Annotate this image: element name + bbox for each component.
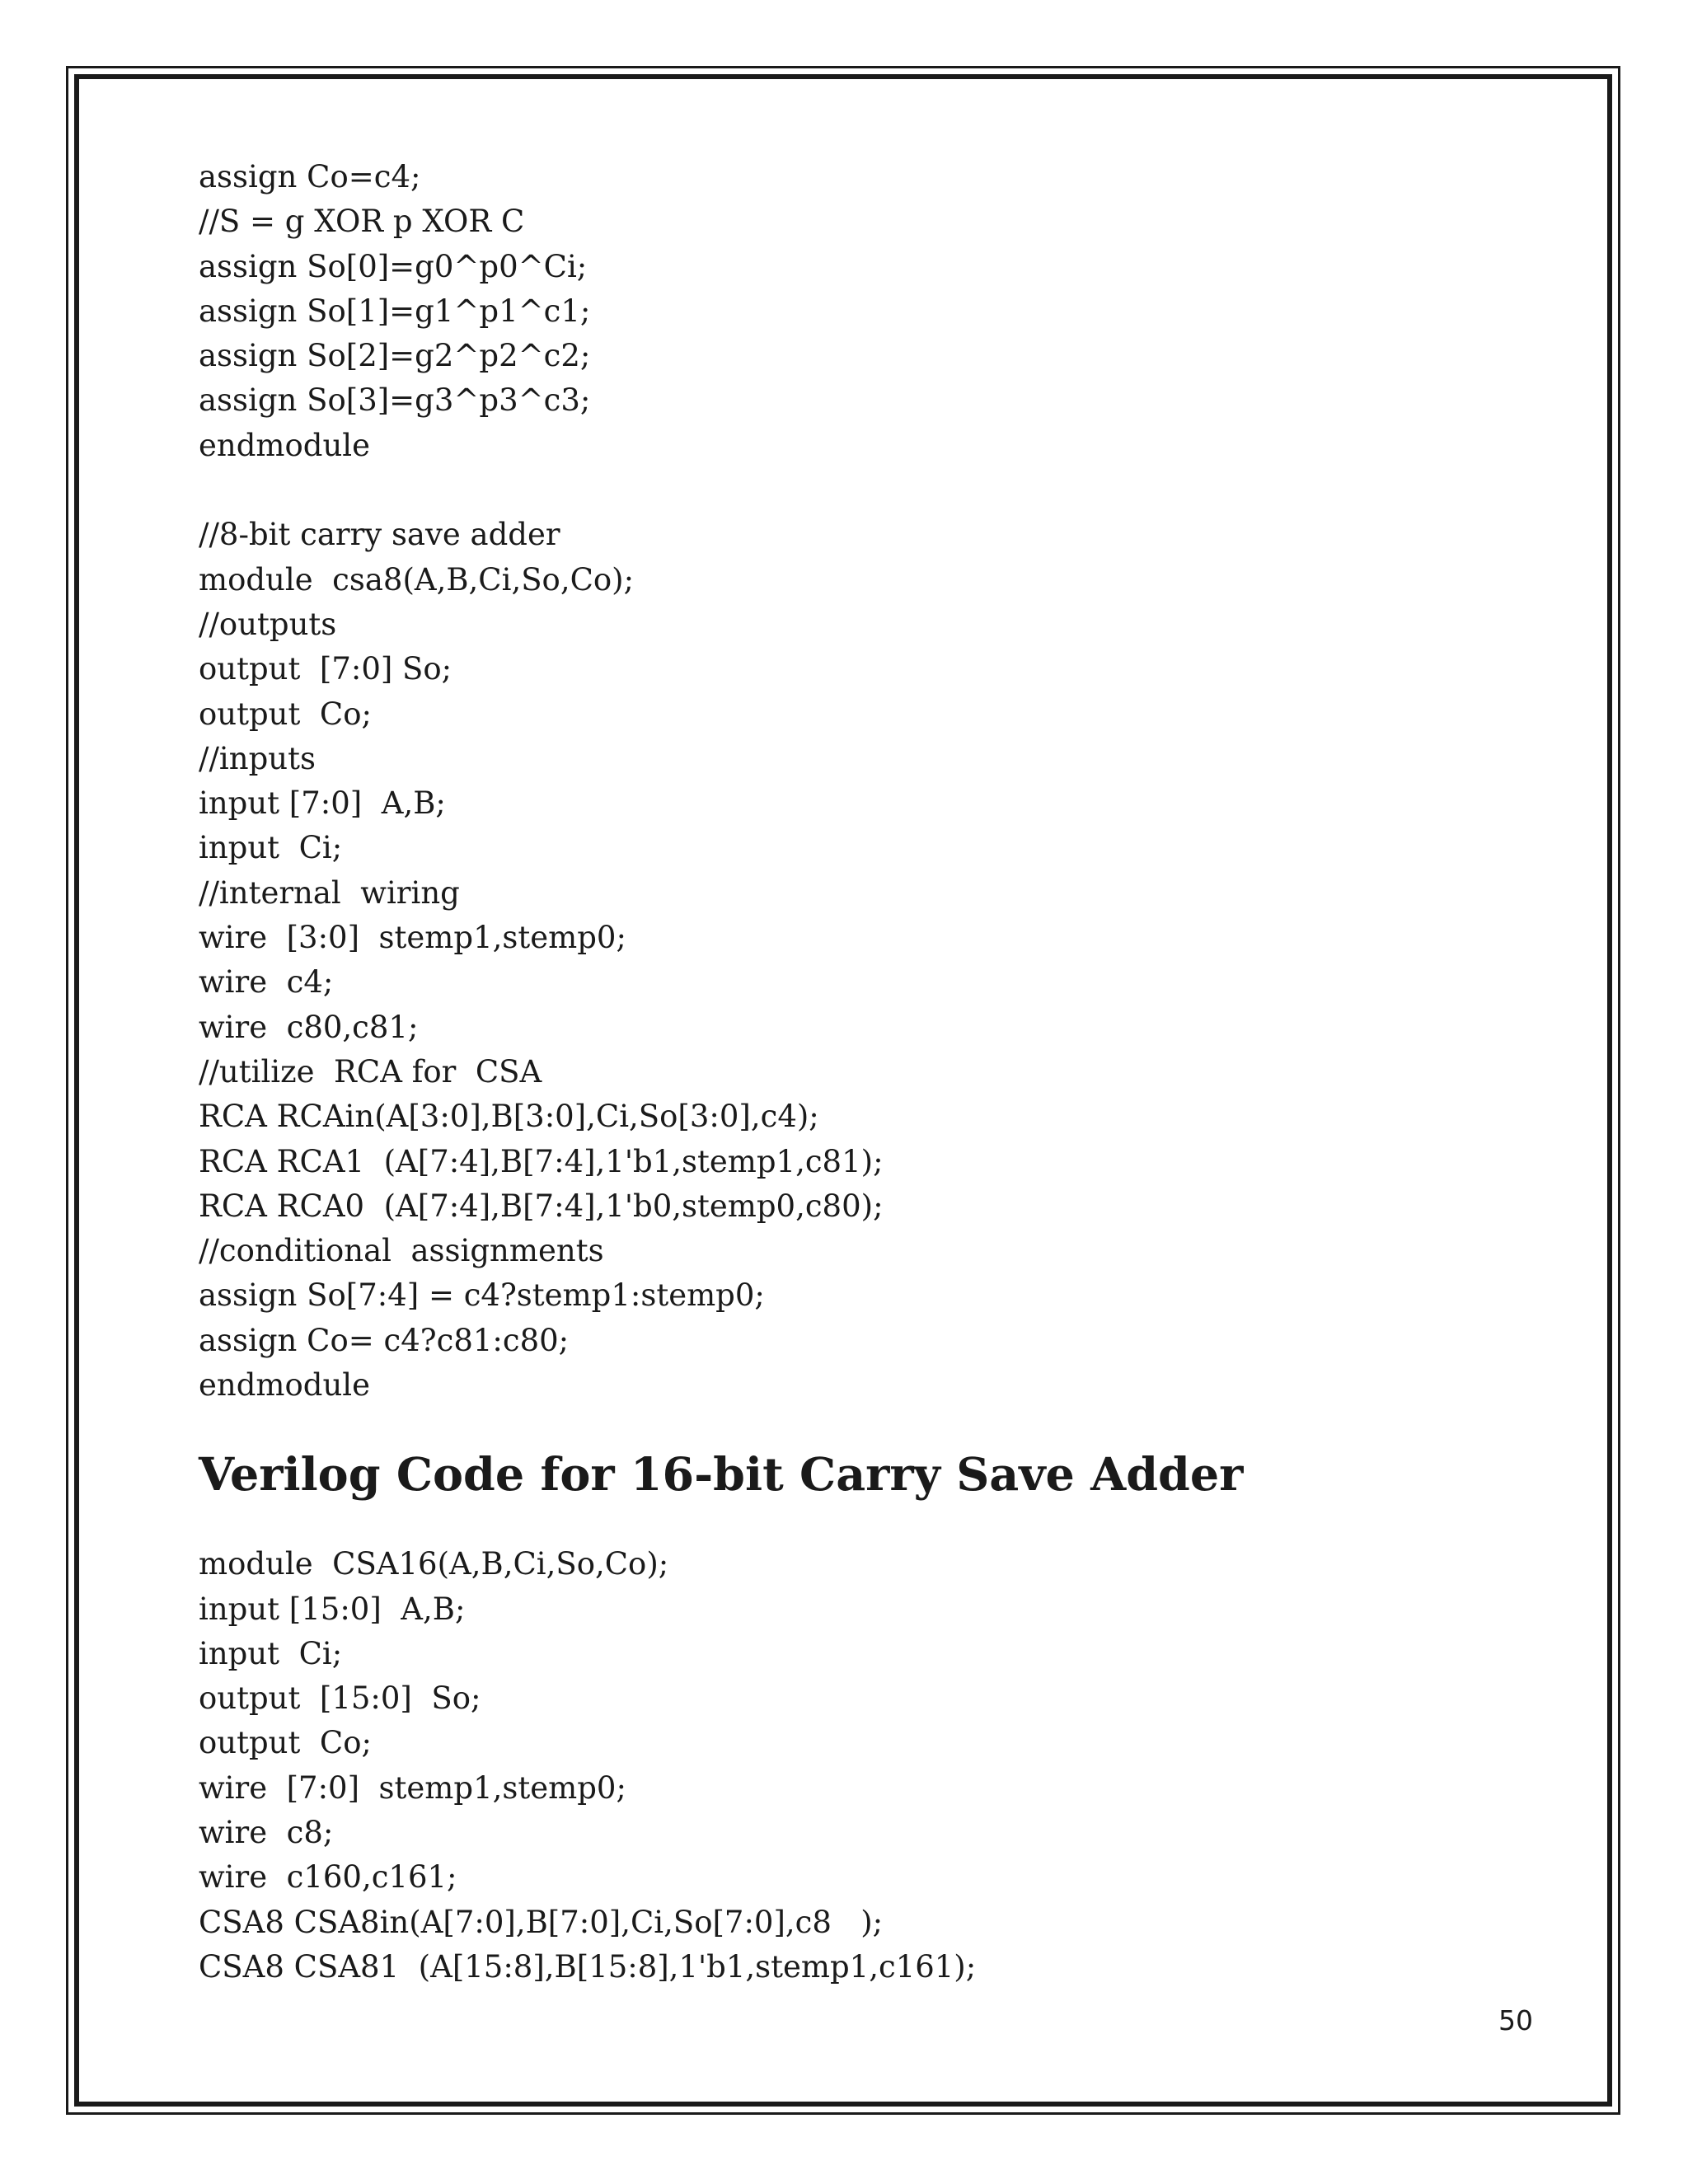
code-line: input Ci; <box>199 1635 343 1671</box>
spacer <box>199 1497 1550 1542</box>
code-line: output Co; <box>199 1725 372 1761</box>
code-line: output Co; <box>199 696 372 732</box>
code-line: assign So[1]=g1^p1^c1; <box>199 293 591 329</box>
code-line: wire [3:0] stemp1,stemp0; <box>199 920 626 956</box>
document-body <box>199 155 1550 1990</box>
code-line: wire [7:0] stemp1,stemp0; <box>199 1769 626 1806</box>
code-line: assign So[3]=g3^p3^c3; <box>199 382 591 419</box>
code-line: assign Co=c4; <box>199 159 421 194</box>
code-line: //utilize RCA for CSA <box>199 1053 542 1090</box>
code-line: input [15:0] A,B; <box>199 1591 466 1627</box>
code-line: assign Co= c4?c81:c80; <box>199 1322 570 1358</box>
code-line: //inputs <box>199 740 316 776</box>
code-line: CSA8 CSA81 (A[15:8],B[15:8],1'b1,stemp1,c161); <box>199 1948 977 1985</box>
code-line: module CSA16(A,B,Ci,So,Co); <box>199 1546 669 1582</box>
code-line: wire c80,c81; <box>199 1009 419 1045</box>
code-line: RCA RCA1 (A[7:4],B[7:4],1'b1,stemp1,c81); <box>199 1143 884 1179</box>
code-line: //S = g XOR p XOR C <box>199 204 525 240</box>
code-line: wire c4; <box>199 964 334 1001</box>
code-line: //outputs <box>199 606 337 642</box>
code-line: //internal wiring <box>199 874 460 911</box>
code-line: wire c8; <box>199 1814 334 1850</box>
code-block-csa16 <box>199 1542 1550 1990</box>
code-line: RCA RCAin(A[3:0],B[3:0],Ci,So[3:0],c4); <box>199 1099 819 1135</box>
section-heading: Verilog Code for 16-bit Carry Save Adder <box>199 1447 1244 1502</box>
spacer <box>199 1408 1550 1452</box>
code-block-rca-tail <box>199 155 1550 468</box>
code-line: endmodule <box>199 427 371 463</box>
code-line: endmodule <box>199 1367 371 1404</box>
code-line: assign So[0]=g0^p0^Ci; <box>199 248 588 284</box>
code-line: output [15:0] So; <box>199 1680 481 1717</box>
code-line: module csa8(A,B,Ci,So,Co); <box>199 561 635 598</box>
code-line: CSA8 CSA8in(A[7:0],B[7:0],Ci,So[7:0],c8 ); <box>199 1904 884 1940</box>
code-line: input Ci; <box>199 830 343 866</box>
code-line: RCA RCA0 (A[7:4],B[7:4],1'b0,stemp0,c80); <box>199 1188 884 1224</box>
code-line: input [7:0] A,B; <box>199 785 446 822</box>
code-line: assign So[2]=g2^p2^c2; <box>199 338 591 374</box>
code-line: wire c160,c161; <box>199 1859 457 1896</box>
code-line: assign So[7:4] = c4?stemp1:stemp0; <box>199 1277 765 1314</box>
page-number: 50 <box>1498 2004 1533 2036</box>
code-line: output [7:0] So; <box>199 651 452 687</box>
code-block-csa8 <box>199 513 1550 1408</box>
spacer <box>199 468 1550 513</box>
code-line: //8-bit carry save adder <box>199 517 560 553</box>
code-line: //conditional assignments <box>199 1233 604 1269</box>
